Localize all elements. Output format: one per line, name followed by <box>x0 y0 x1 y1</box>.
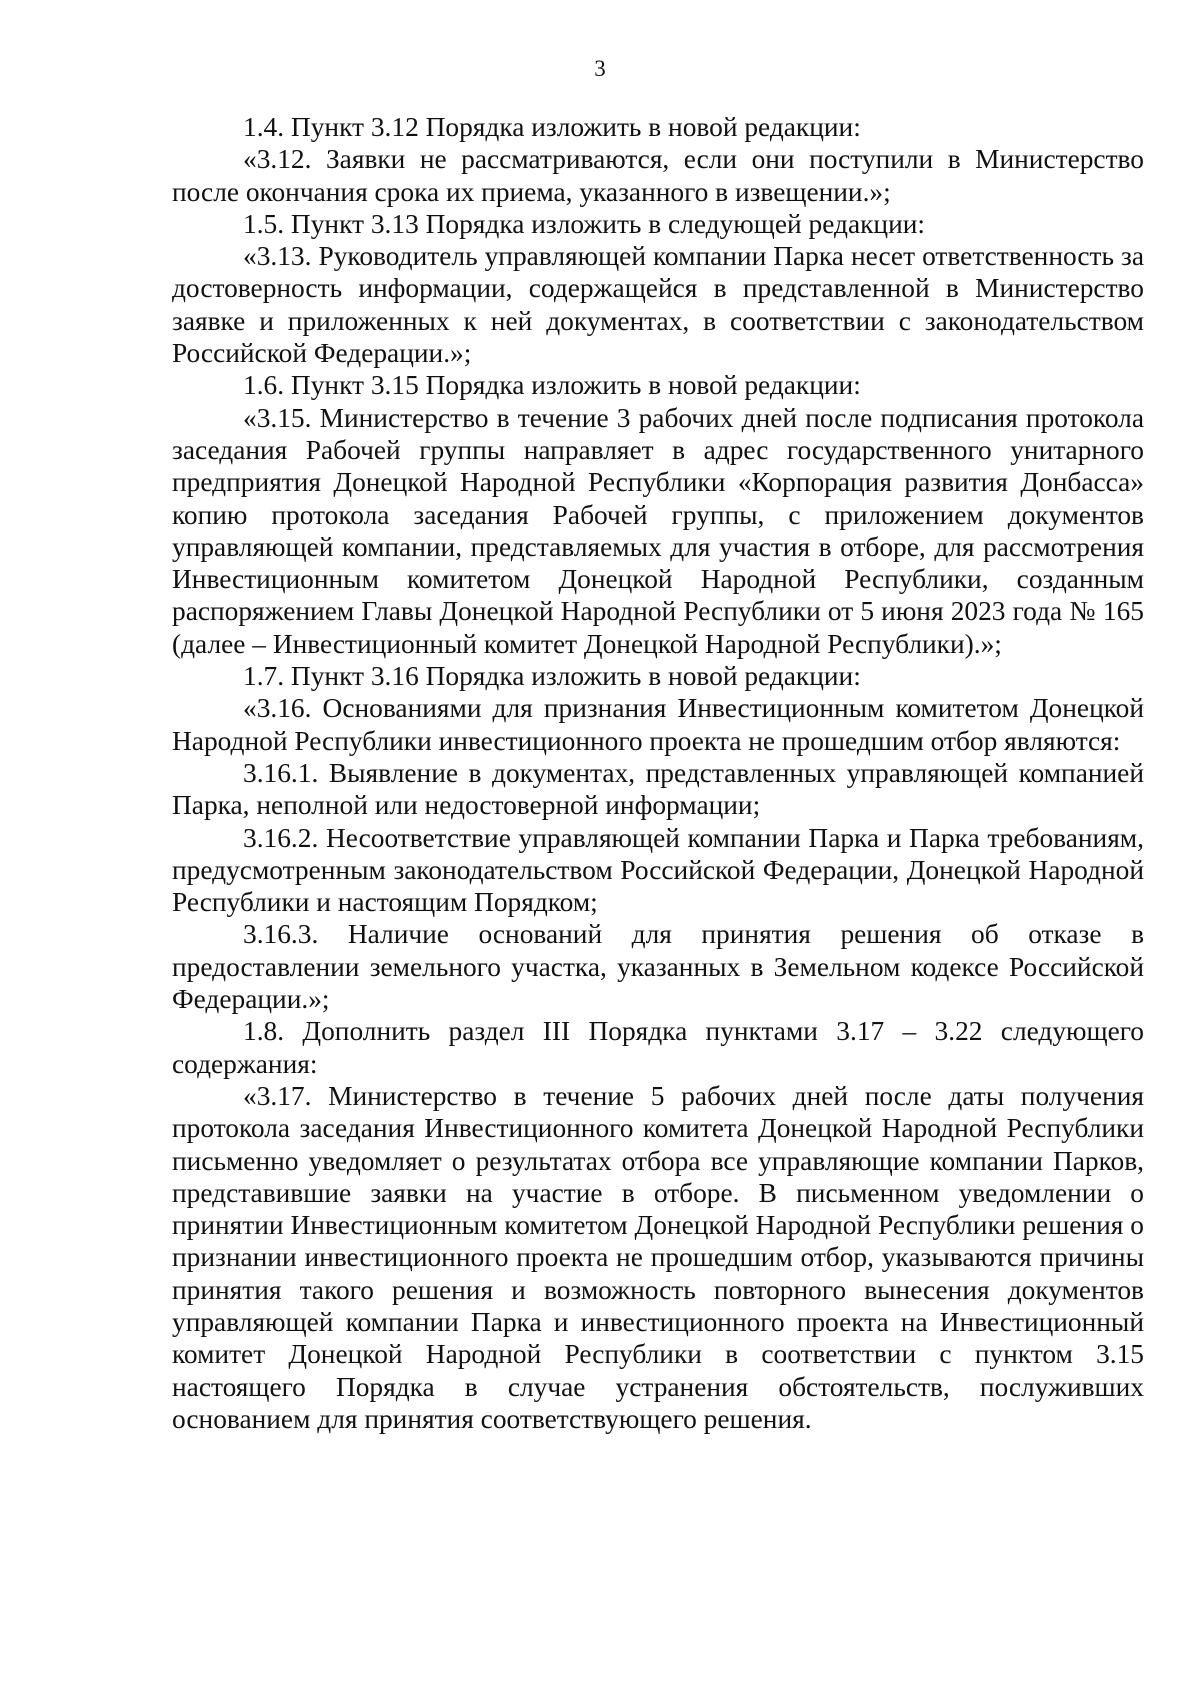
paragraph-3-17: «3.17. Министерство в течение 5 рабочих дней после даты получения протокола заседания Инвестиционного комитета Донецкой Народной Республики письменно уведомляет о результатах отбора все управляющие компании Парков, представившие заявки на участие в отборе. В письменном уведомлении о принятии Инвестиционным комитетом Донецкой Народной Республики решения о признании инвестиционного проекта не прошедшим отбор, указываются причины принятия такого решения и возможность повторного вынесения документов управляющей компании Парка и инвестиционного проекта на Инвестиционный комитет Донецкой Народной Республики в соответствии с пунктом 3.15 настоящего Порядка в случае устранения обстоятельств, послуживших основанием для принятия соответствующего решения. <box>172 1080 1144 1434</box>
paragraph-1-5: 1.5. Пункт 3.13 Порядка изложить в следующей редакции: <box>243 208 925 239</box>
paragraph-3-16-2: 3.16.2. Несоответствие управляющей компании Парка и Парка требованиям, предусмотренным законодательством Российской Федерации, Донецкой Народной Республики и настоящим Порядком; <box>172 822 1144 918</box>
document-body <box>172 111 1144 1435</box>
paragraph-1-4: 1.4. Пункт 3.12 Порядка изложить в новой редакции: <box>243 112 861 142</box>
paragraph-3-13: «3.13. Руководитель управляющей компании Парка несет ответственность за достоверность информации, содержащейся в представленной в Министерство заявке и приложенных к ней документах, в соответствии с законодательством Российской Федерации.»; <box>172 241 1144 369</box>
paragraph-1-7: 1.7. Пункт 3.16 Порядка изложить в новой редакции: <box>243 661 861 692</box>
paragraph-1-6: 1.6. Пункт 3.15 Порядка изложить в новой редакции: <box>243 370 861 401</box>
page-number: 3 <box>594 56 606 81</box>
paragraph-3-16-1: 3.16.1. Выявление в документах, представленных управляющей компанией Парка, неполной или недостоверной информации; <box>172 757 1144 821</box>
paragraph-3-12: «3.12. Заявки не рассматриваются, если они поступили в Министерство после окончания срока их приема, указанного в извещении.»; <box>172 144 1144 207</box>
paragraph-3-16: «3.16. Основаниями для признания Инвестиционным комитетом Донецкой Народной Республики инвестиционного проекта не прошедшим отбор являются: <box>172 693 1144 756</box>
paragraph-3-15: «3.15. Министерство в течение 3 рабочих дней после подписания протокола заседания Рабочей группы направляет в адрес государственного унитарного предприятия Донецкой Народной Республики «Корпорация развития Донбасса» копию протокола заседания Рабочей группы, с приложением документов управляющей компании, представляемых для участия в отборе, для рассмотрения Инвестиционным комитетом Донецкой Народной Республики, созданным распоряжением Главы Донецкой Народной Республики от 5 июня 2023 года № 165 (далее – Инвестиционный комитет Донецкой Народной Республики).»; <box>172 402 1144 659</box>
paragraph-3-16-3: 3.16.3. Наличие оснований для принятия решения об отказе в предоставлении земельного участка, указанных в Земельном кодексе Российской Федерации.»; <box>172 919 1144 1015</box>
paragraph-1-8: 1.8. Дополнить раздел III Порядка пунктами 3.17 – 3.22 следующего содержания: <box>172 1016 1144 1079</box>
